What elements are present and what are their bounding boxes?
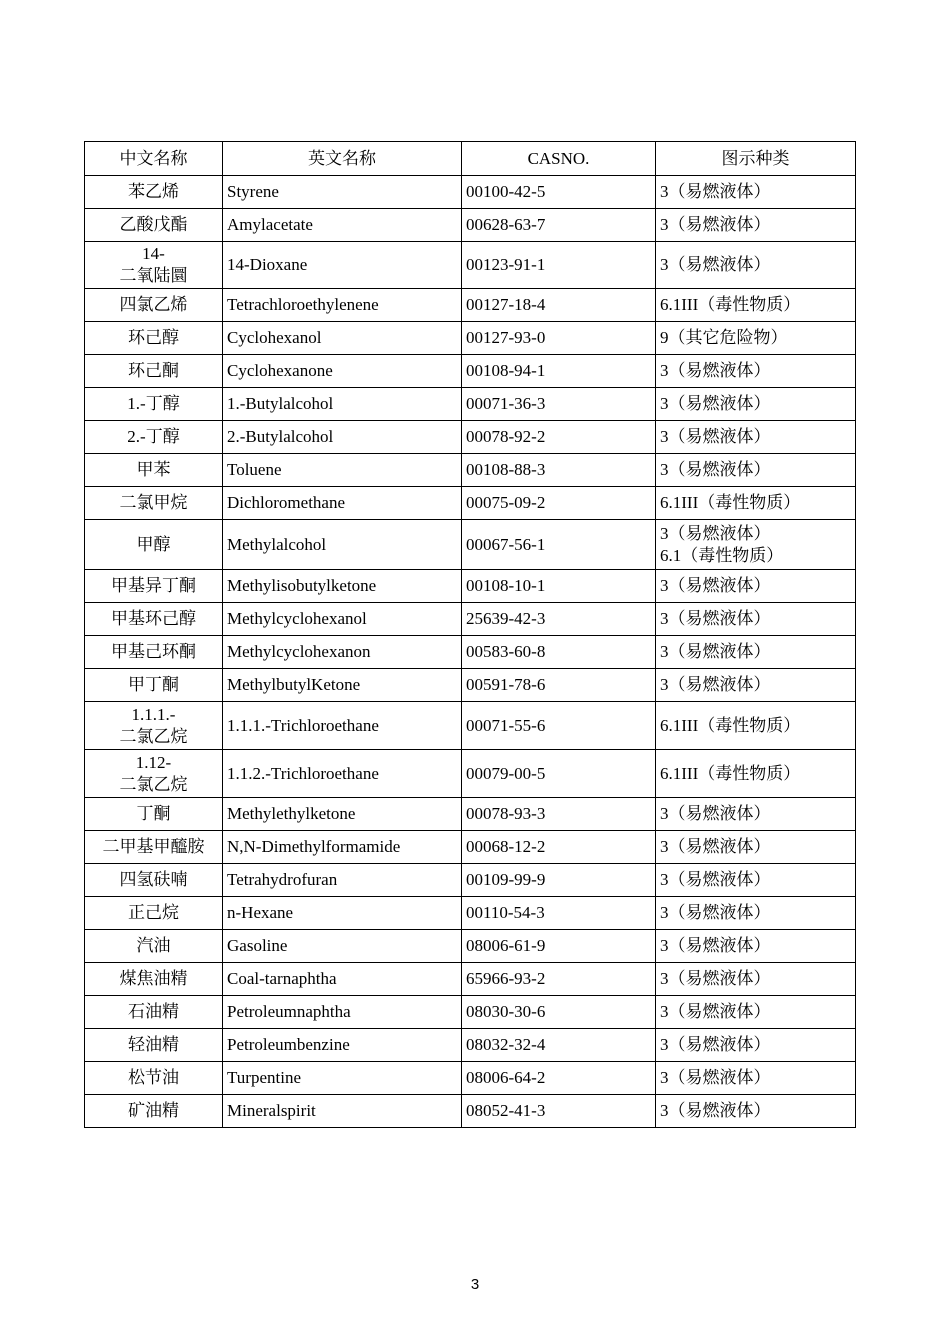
chinese-name-cell: 松节油 (85, 1062, 223, 1095)
chinese-name-cell: 甲基异丁酮 (85, 570, 223, 603)
cas-number-cell: 00583-60-8 (462, 636, 656, 669)
hazard-class-cell: 3（易燃液体） (656, 996, 856, 1029)
header-cas-no: CASNO. (462, 142, 656, 176)
table-body (85, 176, 856, 1128)
chinese-name-cell: 2.-丁醇 (85, 421, 223, 454)
hazard-class-cell: 3（易燃液体） (656, 176, 856, 209)
english-name-cell: N,N-Dimethylformamide (223, 831, 462, 864)
table-row (85, 520, 856, 570)
hazard-class-cell: 3（易燃液体） (656, 831, 856, 864)
table-row (85, 798, 856, 831)
chinese-name-cell: 甲醇 (85, 520, 223, 570)
hazard-class-cell: 3（易燃液体） (656, 798, 856, 831)
hazard-class-cell: 9（其它危险物） (656, 322, 856, 355)
hazard-class-cell: 3（易燃液体） (656, 355, 856, 388)
hazard-class-cell: 3（易燃液体） (656, 242, 856, 289)
english-name-cell: Methylalcohol (223, 520, 462, 570)
english-name-cell: Dichloromethane (223, 487, 462, 520)
hazard-class-cell: 3（易燃液体） (656, 454, 856, 487)
english-name-cell: MethylbutylKetone (223, 669, 462, 702)
english-name-cell: Toluene (223, 454, 462, 487)
table-row (85, 1095, 856, 1128)
cas-number-cell: 08032-32-4 (462, 1029, 656, 1062)
table-row (85, 487, 856, 520)
chinese-name-cell: 二氯甲烷 (85, 487, 223, 520)
chinese-name-cell: 环己酮 (85, 355, 223, 388)
english-name-cell: Cyclohexanone (223, 355, 462, 388)
cas-number-cell: 65966-93-2 (462, 963, 656, 996)
chinese-name-cell: 丁酮 (85, 798, 223, 831)
table-row (85, 388, 856, 421)
hazard-class-cell: 3（易燃液体） (656, 636, 856, 669)
header-hazard-class: 图示种类 (656, 142, 856, 176)
table-row (85, 421, 856, 454)
english-name-cell: Petroleumbenzine (223, 1029, 462, 1062)
cas-number-cell: 00108-94-1 (462, 355, 656, 388)
cas-number-cell: 00079-00-5 (462, 750, 656, 798)
english-name-cell: 2.-Butylalcohol (223, 421, 462, 454)
chinese-name-cell: 1.1.1.- 二氯乙烷 (85, 702, 223, 750)
chinese-name-cell: 二甲基甲醯胺 (85, 831, 223, 864)
hazard-class-cell: 3（易燃液体） (656, 570, 856, 603)
cas-number-cell: 00100-42-5 (462, 176, 656, 209)
chinese-name-cell: 煤焦油精 (85, 963, 223, 996)
cas-number-cell: 00071-55-6 (462, 702, 656, 750)
table-row (85, 176, 856, 209)
english-name-cell: Mineralspirit (223, 1095, 462, 1128)
english-name-cell: Styrene (223, 176, 462, 209)
hazard-class-cell: 6.1III（毒性物质） (656, 750, 856, 798)
chemical-table (84, 141, 856, 1128)
cas-number-cell: 00127-18-4 (462, 289, 656, 322)
header-chinese-name: 中文名称 (85, 142, 223, 176)
table-row (85, 897, 856, 930)
english-name-cell: Methylcyclohexanon (223, 636, 462, 669)
cas-number-cell: 00078-92-2 (462, 421, 656, 454)
english-name-cell: Tetrachloroethylenene (223, 289, 462, 322)
cas-number-cell: 08006-61-9 (462, 930, 656, 963)
cas-number-cell: 00108-10-1 (462, 570, 656, 603)
table-row (85, 355, 856, 388)
chinese-name-cell: 石油精 (85, 996, 223, 1029)
cas-number-cell: 00109-99-9 (462, 864, 656, 897)
english-name-cell: Coal-tarnaphtha (223, 963, 462, 996)
hazard-class-cell: 3（易燃液体） (656, 930, 856, 963)
cas-number-cell: 00068-12-2 (462, 831, 656, 864)
english-name-cell: Methylcyclohexanol (223, 603, 462, 636)
cas-number-cell: 00067-56-1 (462, 520, 656, 570)
table-row (85, 963, 856, 996)
chinese-name-cell: 1.12- 二氯乙烷 (85, 750, 223, 798)
hazard-class-cell: 3（易燃液体） (656, 1029, 856, 1062)
table-header (85, 142, 856, 176)
cas-number-cell: 25639-42-3 (462, 603, 656, 636)
hazard-class-cell: 3（易燃液体） (656, 1062, 856, 1095)
chinese-name-cell: 甲苯 (85, 454, 223, 487)
chinese-name-cell: 矿油精 (85, 1095, 223, 1128)
hazard-class-cell: 3（易燃液体） (656, 897, 856, 930)
cas-number-cell: 08006-64-2 (462, 1062, 656, 1095)
hazard-class-cell: 6.1III（毒性物质） (656, 487, 856, 520)
table-row (85, 636, 856, 669)
hazard-class-cell: 3（易燃液体） (656, 864, 856, 897)
english-name-cell: n-Hexane (223, 897, 462, 930)
cas-number-cell: 00075-09-2 (462, 487, 656, 520)
cas-number-cell: 00127-93-0 (462, 322, 656, 355)
table-row (85, 603, 856, 636)
english-name-cell: Tetrahydrofuran (223, 864, 462, 897)
cas-number-cell: 00628-63-7 (462, 209, 656, 242)
cas-number-cell: 00078-93-3 (462, 798, 656, 831)
table-row (85, 242, 856, 289)
english-name-cell: Gasoline (223, 930, 462, 963)
english-name-cell: 1.-Butylalcohol (223, 388, 462, 421)
english-name-cell: Turpentine (223, 1062, 462, 1095)
hazard-class-cell: 3（易燃液体） 6.1（毒性物质） (656, 520, 856, 570)
table-row (85, 831, 856, 864)
english-name-cell: Cyclohexanol (223, 322, 462, 355)
table-row (85, 289, 856, 322)
table-row (85, 750, 856, 798)
english-name-cell: Petroleumnaphtha (223, 996, 462, 1029)
english-name-cell: Amylacetate (223, 209, 462, 242)
chinese-name-cell: 甲基己环酮 (85, 636, 223, 669)
hazard-class-cell: 3（易燃液体） (656, 963, 856, 996)
chinese-name-cell: 甲基环己醇 (85, 603, 223, 636)
table-row (85, 930, 856, 963)
chinese-name-cell: 甲丁酮 (85, 669, 223, 702)
chinese-name-cell: 四氢砆喃 (85, 864, 223, 897)
table-row (85, 996, 856, 1029)
chinese-name-cell: 汽油 (85, 930, 223, 963)
table-row (85, 1029, 856, 1062)
table-row (85, 864, 856, 897)
table-row (85, 570, 856, 603)
chinese-name-cell: 苯乙烯 (85, 176, 223, 209)
table-row (85, 702, 856, 750)
page-number: 3 (470, 1276, 480, 1293)
english-name-cell: Methylisobutylketone (223, 570, 462, 603)
table-row (85, 209, 856, 242)
hazard-class-cell: 3（易燃液体） (656, 603, 856, 636)
cas-number-cell: 08030-30-6 (462, 996, 656, 1029)
cas-number-cell: 00071-36-3 (462, 388, 656, 421)
hazard-class-cell: 6.1III（毒性物质） (656, 289, 856, 322)
english-name-cell: 14-Dioxane (223, 242, 462, 289)
chinese-name-cell: 正己烷 (85, 897, 223, 930)
hazard-class-cell: 3（易燃液体） (656, 1095, 856, 1128)
table-row (85, 454, 856, 487)
chinese-name-cell: 1.-丁醇 (85, 388, 223, 421)
chinese-name-cell: 轻油精 (85, 1029, 223, 1062)
cas-number-cell: 00108-88-3 (462, 454, 656, 487)
english-name-cell: 1.1.1.-Trichloroethane (223, 702, 462, 750)
english-name-cell: Methylethylketone (223, 798, 462, 831)
cas-number-cell: 00591-78-6 (462, 669, 656, 702)
chinese-name-cell: 乙酸戊酯 (85, 209, 223, 242)
table-row (85, 1062, 856, 1095)
table-row (85, 669, 856, 702)
hazard-class-cell: 3（易燃液体） (656, 388, 856, 421)
cas-number-cell: 08052-41-3 (462, 1095, 656, 1128)
chinese-name-cell: 14- 二氧陆圜 (85, 242, 223, 289)
cas-number-cell: 00123-91-1 (462, 242, 656, 289)
hazard-class-cell: 3（易燃液体） (656, 209, 856, 242)
chinese-name-cell: 四氯乙烯 (85, 289, 223, 322)
english-name-cell: 1.1.2.-Trichloroethane (223, 750, 462, 798)
hazard-class-cell: 3（易燃液体） (656, 421, 856, 454)
hazard-class-cell: 3（易燃液体） (656, 669, 856, 702)
table-row (85, 322, 856, 355)
chinese-name-cell: 环己醇 (85, 322, 223, 355)
hazard-class-cell: 6.1III（毒性物质） (656, 702, 856, 750)
header-english-name: 英文名称 (223, 142, 462, 176)
cas-number-cell: 00110-54-3 (462, 897, 656, 930)
